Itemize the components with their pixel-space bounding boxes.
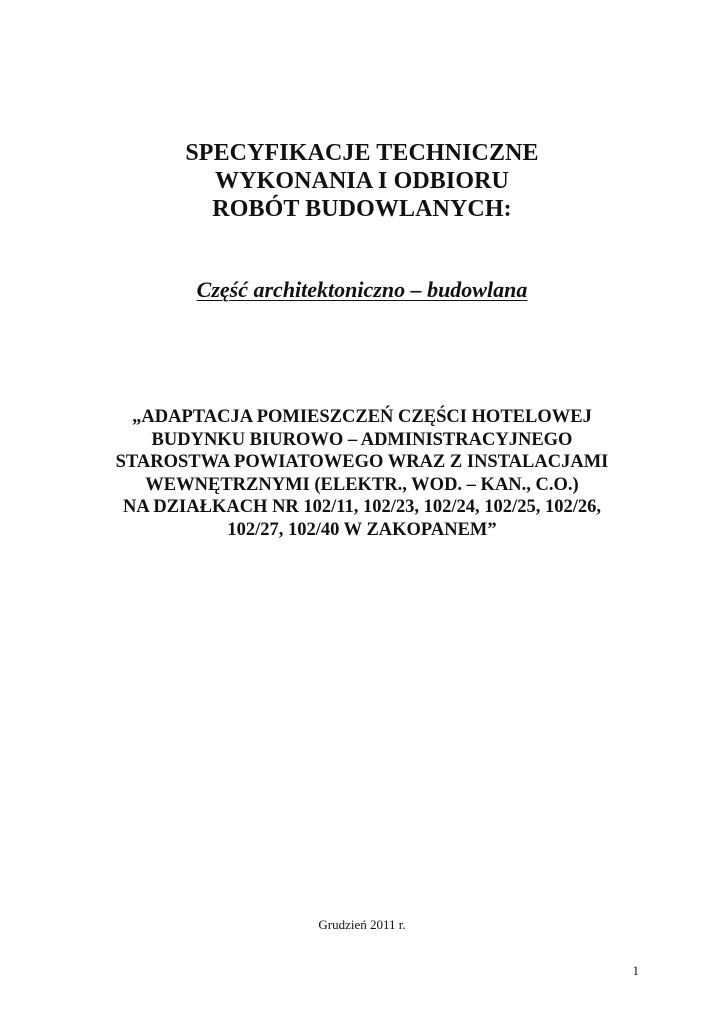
- project-line: STAROSTWA POWIATOWEGO WRAZ Z INSTALACJAMI: [115, 452, 609, 472]
- project-line: WEWNĘTRZNYMI (ELEKTR., WOD. – KAN., C.O.): [145, 474, 579, 495]
- document-title: [0, 139, 724, 223]
- page-number: 1: [632, 963, 639, 978]
- project-line: „ADAPTACJA POMIESZCZEŃ CZĘŚCI HOTELOWEJ: [132, 407, 592, 427]
- project-line: BUDYNKU BIUROWO – ADMINISTRACYJNEGO: [151, 429, 573, 450]
- project-name: [0, 406, 724, 541]
- project-line: 102/27, 102/40 W ZAKOPANEM”: [227, 519, 497, 540]
- document-date: Grudzień 2011 r.: [318, 917, 406, 932]
- project-line: NA DZIAŁKACH NR 102/11, 102/23, 102/24, 102/25, 102/26,: [123, 497, 601, 517]
- document-subtitle: [0, 276, 724, 304]
- title-line: WYKONANIA I ODBIORU: [215, 168, 509, 194]
- title-line: ROBÓT BUDOWLANYCH:: [212, 196, 512, 222]
- title-line: SPECYFIKACJE TECHNICZNE: [185, 140, 539, 166]
- subtitle-text: Część architektoniczno – budowlana: [196, 277, 528, 302]
